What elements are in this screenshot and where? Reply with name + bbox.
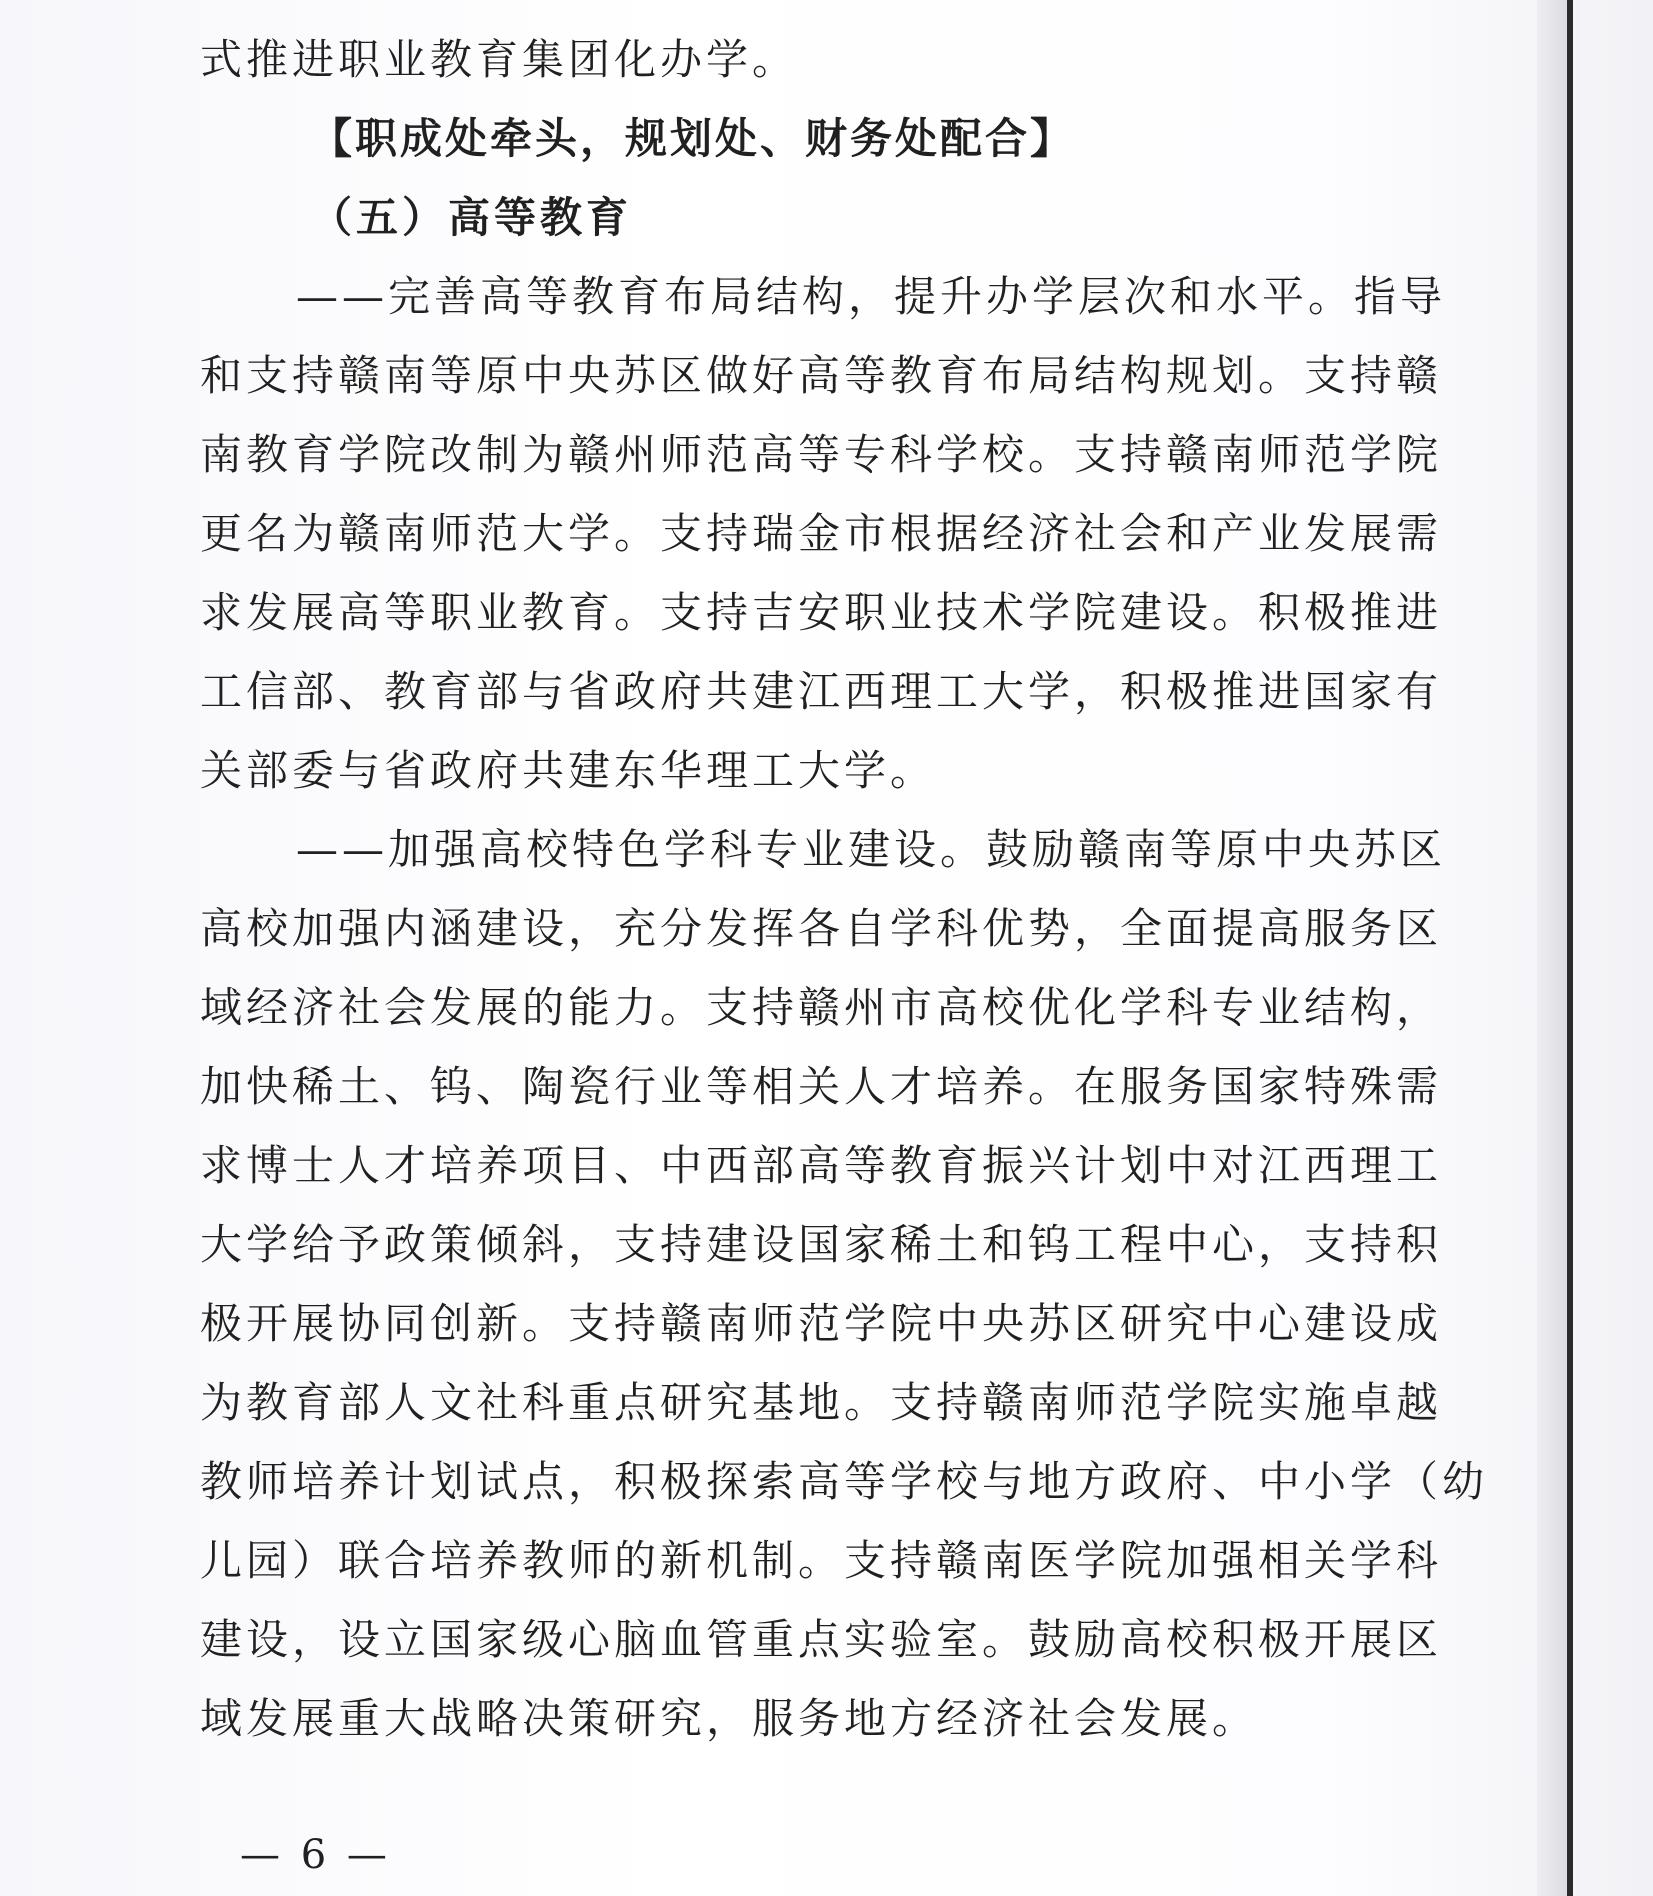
text-line: 南教育学院改制为赣州师范高等专科学校。支持赣南师范学院 [200, 430, 1443, 479]
text-line: 为教育部人文社科重点研究基地。支持赣南师范学院实施卓越 [200, 1378, 1443, 1427]
page-shadow [1537, 0, 1567, 1896]
text-line: 求博士人才培养项目、中西部高等教育振兴计划中对江西理工 [200, 1141, 1443, 1190]
page-binding-edge [1567, 0, 1573, 1896]
paragraph-start: ——完善高等教育布局结构，提升办学层次和水平。指导 [296, 272, 1447, 321]
responsibility-note: 【职成处牵头，规划处、财务处配合】 [310, 114, 1076, 163]
section-heading: （五）高等教育 [310, 193, 633, 242]
text-line: 教师培养计划试点，积极探索高等学校与地方政府、中小学（幼 [200, 1457, 1489, 1506]
text-line: 式推进职业教育集团化办学。 [200, 35, 799, 84]
page-number: — 6 — [240, 1832, 391, 1878]
text-line: 高校加强内涵建设，充分发挥各自学科优势，全面提高服务区 [200, 904, 1443, 953]
text-line: 更名为赣南师范大学。支持瑞金市根据经济社会和产业发展需 [200, 509, 1443, 558]
text-line: 极开展协同创新。支持赣南师范学院中央苏区研究中心建设成 [200, 1299, 1443, 1348]
text-line: 关部委与省政府共建东华理工大学。 [200, 746, 937, 795]
text-line: 儿园）联合培养教师的新机制。支持赣南医学院加强相关学科 [200, 1536, 1443, 1585]
text-line: 建设，设立国家级心脑血管重点实验室。鼓励高校积极开展区 [200, 1615, 1443, 1664]
text-line: 域发展重大战略决策研究，服务地方经济社会发展。 [200, 1694, 1259, 1743]
text-line: 工信部、教育部与省政府共建江西理工大学，积极推进国家有 [200, 667, 1443, 716]
document-body [200, 20, 1489, 1758]
text-line: 域经济社会发展的能力。支持赣州市高校优化学科专业结构， [200, 983, 1443, 1032]
text-line: 大学给予政策倾斜，支持建设国家稀土和钨工程中心，支持积 [200, 1220, 1443, 1269]
paragraph-start: ——加强高校特色学科专业建设。鼓励赣南等原中央苏区 [296, 825, 1447, 874]
text-line: 加快稀土、钨、陶瓷行业等相关人才培养。在服务国家特殊需 [200, 1062, 1443, 1111]
text-line: 和支持赣南等原中央苏区做好高等教育布局结构规划。支持赣 [200, 351, 1443, 400]
text-line: 求发展高等职业教育。支持吉安职业技术学院建设。积极推进 [200, 588, 1443, 637]
